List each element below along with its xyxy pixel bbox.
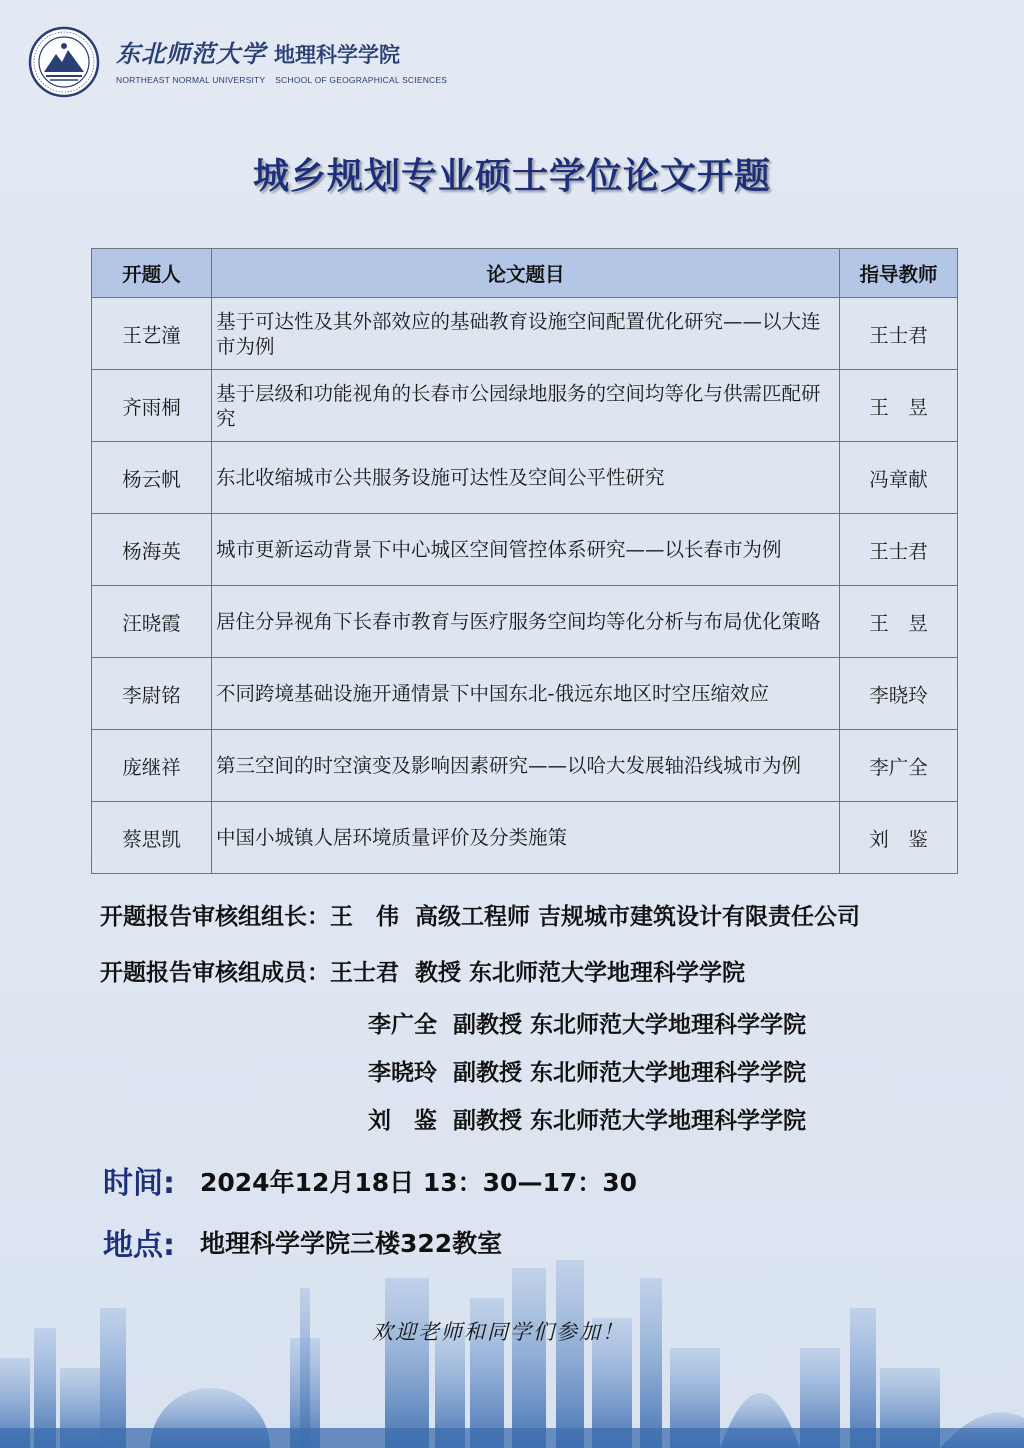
presenter-name: 蔡思凯 (92, 802, 212, 874)
advisor-name: 刘 鉴 (869, 827, 928, 851)
member-entry: 李广全 副教授 东北师范大学地理科学学院 (368, 1012, 807, 1038)
university-seal-icon (28, 26, 100, 98)
table-header-row (92, 249, 958, 298)
presenter-name: 王艺潼 (92, 298, 212, 370)
university-name-en: NORTHEAST NORMAL UNIVERSITY (116, 75, 266, 85)
presenter-name: 齐雨桐 (92, 370, 212, 442)
thesis-table (91, 248, 958, 874)
thesis-topic: 第三空间的时空演变及影响因素研究——以哈大发展轴沿线城市为例 (212, 730, 840, 802)
page-title: 城乡规划专业硕士学位论文开题 (252, 156, 771, 197)
brand-text (116, 34, 447, 85)
thesis-topic: 基于可达性及其外部效应的基础教育设施空间配置优化研究——以大连市为例 (212, 298, 840, 370)
presenter-name: 庞继祥 (92, 730, 212, 802)
advisor-name: 李晓玲 (869, 683, 928, 707)
thesis-topic: 居住分异视角下长春市教育与医疗服务空间均等化分析与布局优化策略 (212, 586, 840, 658)
thesis-topic: 基于层级和功能视角的长春市公园绿地服务的空间均等化与供需匹配研究 (212, 370, 840, 442)
advisor-name: 王士君 (869, 323, 928, 347)
city-skyline-illustration (0, 1248, 1024, 1448)
advisor-name: 李广全 (869, 755, 928, 779)
header-advisor: 指导教师 (840, 249, 958, 298)
member-entry: 王士君 教授 东北师范大学地理科学学院 (330, 960, 746, 986)
table-row (92, 370, 958, 442)
thesis-topic: 不同跨境基础设施开通情景下中国东北-俄远东地区时空压缩效应 (212, 658, 840, 730)
welcome-message: 欢迎老师和同学们参加！ (372, 1320, 625, 1344)
thesis-topic: 东北收缩城市公共服务设施可达性及空间公平性研究 (212, 442, 840, 514)
table-row (92, 730, 958, 802)
thesis-topic: 城市更新运动背景下中心城区空间管控体系研究——以长春市为例 (212, 514, 840, 586)
place-value: 地理科学学院三楼322教室 (200, 1229, 503, 1258)
advisor-name: 王 昱 (869, 395, 928, 419)
school-name: 地理科学学院 (274, 43, 400, 67)
table-row (92, 514, 958, 586)
table-row (92, 802, 958, 874)
school-name-en: SCHOOL OF GEOGRAPHICAL SCIENCES (275, 75, 448, 85)
place-label: 地点: (103, 1228, 175, 1263)
table-row (92, 658, 958, 730)
thesis-topic: 中国小城镇人居环境质量评价及分类施策 (212, 802, 840, 874)
members-label: 开题报告审核组成员： (100, 960, 330, 986)
time-value: 2024年12月18日 13：30—17：30 (200, 1168, 638, 1197)
time-label: 时间: (103, 1166, 175, 1201)
presenter-name: 杨云帆 (92, 442, 212, 514)
advisor-name: 冯章献 (869, 467, 928, 491)
presenter-name: 汪晓霞 (92, 586, 212, 658)
table-row (92, 442, 958, 514)
table-row (92, 298, 958, 370)
presenter-name: 杨海英 (92, 514, 212, 586)
university-header (28, 26, 448, 102)
advisor-name: 王士君 (869, 539, 928, 563)
advisor-name: 王 昱 (869, 611, 928, 635)
leader-entry: 王 伟 高级工程师 吉规城市建筑设计有限责任公司 (330, 904, 861, 930)
leader-label: 开题报告审核组组长： (100, 904, 330, 930)
university-name: 东北师范大学 (116, 39, 266, 68)
member-entry: 刘 鉴 副教授 东北师范大学地理科学学院 (368, 1108, 807, 1134)
table-row (92, 586, 958, 658)
header-topic: 论文题目 (212, 249, 840, 298)
member-entry: 李晓玲 副教授 东北师范大学地理科学学院 (368, 1060, 807, 1086)
header-presenter: 开题人 (92, 249, 212, 298)
presenter-name: 李尉铭 (92, 658, 212, 730)
